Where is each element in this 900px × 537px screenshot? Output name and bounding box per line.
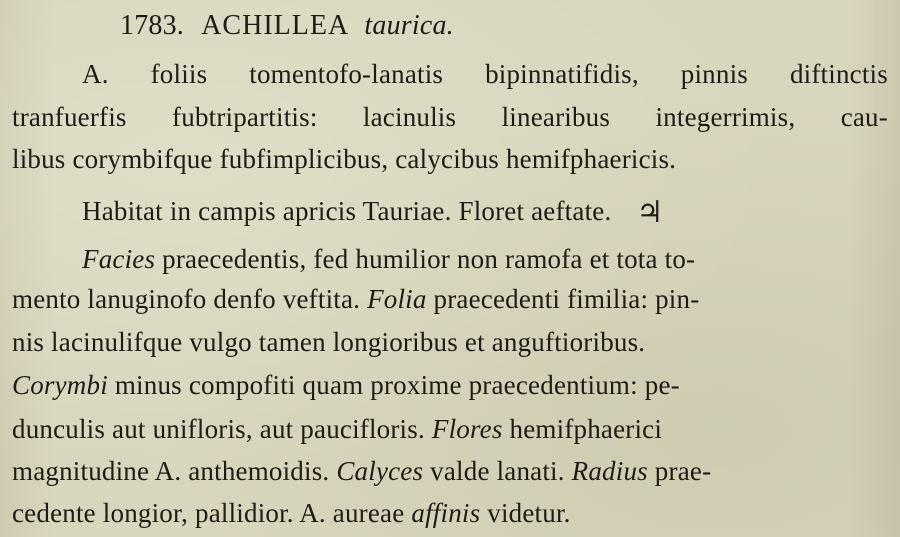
word: fubtripartitis:	[172, 102, 318, 132]
description-text: cedente longior, pallidior. A. aureae	[12, 498, 412, 528]
description-line	[12, 497, 722, 529]
genus-name: ACHILLEA	[201, 10, 350, 41]
description-text: minus compofiti quam proxime praecedentium: pe-	[107, 370, 680, 400]
diagnosis-line	[12, 143, 828, 175]
word: pinnis	[680, 59, 748, 89]
keyword-corymbi: Corymbi	[12, 370, 108, 400]
keyword-affinis: affinis	[411, 498, 481, 528]
word: bipinnatifidis,	[485, 59, 639, 89]
word: linearibus	[501, 102, 611, 132]
word: cau-	[840, 102, 888, 132]
description-text: valde lanati.	[423, 456, 572, 486]
description-line	[12, 283, 888, 315]
description-line	[12, 413, 888, 445]
diagnosis-line	[12, 101, 888, 133]
entry-number: 1783.	[120, 10, 184, 41]
habitat-line	[82, 195, 888, 229]
description-text: prae-	[647, 456, 712, 486]
species-name: taurica.	[364, 10, 454, 41]
description-line	[82, 243, 888, 275]
keyword-radius: Radius	[571, 456, 648, 486]
description-line	[12, 369, 888, 401]
description-line	[12, 455, 888, 487]
description-line	[12, 326, 888, 358]
keyword-folia: Folia	[367, 284, 427, 314]
keyword-facies: Facies	[82, 244, 156, 274]
description-text: nis lacinulifque vulgo tamen longioribus et anguftioribus.	[12, 327, 646, 357]
entry-heading	[120, 10, 888, 42]
description-text: praecedentis, fed humilior non ramofa et tota to-	[155, 244, 696, 274]
diagnosis-line	[82, 58, 888, 90]
word: diftinctis	[789, 59, 888, 89]
description-text: hemifphaerici	[502, 414, 663, 444]
word: tranfuerfis	[12, 102, 127, 132]
word: foliis	[150, 59, 208, 89]
description-text: praecedenti fimilia: pin-	[426, 284, 700, 314]
keyword-flores: Flores	[431, 414, 503, 444]
word: lacinulis	[362, 102, 457, 132]
word: integerrimis,	[655, 102, 796, 132]
word: A.	[82, 59, 109, 89]
description-text: magnitudine A. anthemoidis.	[12, 456, 337, 486]
description-text: dunculis aut unifloris, aut paucifloris.	[12, 414, 432, 444]
word: tomentofo-lanatis	[249, 59, 444, 89]
description-text: videtur.	[480, 498, 571, 528]
description-text: mento lanuginofo denfo veftita.	[12, 284, 368, 314]
perennial-symbol-icon: ♃	[636, 195, 664, 230]
keyword-calyces: Calyces	[336, 456, 424, 486]
diagnosis-text: libus corymbifque fubfimplicibus, calycibus hemifphaericis.	[12, 144, 677, 174]
habitat-text: Habitat in campis apricis Tauriae. Floret aeftate.	[82, 196, 612, 226]
